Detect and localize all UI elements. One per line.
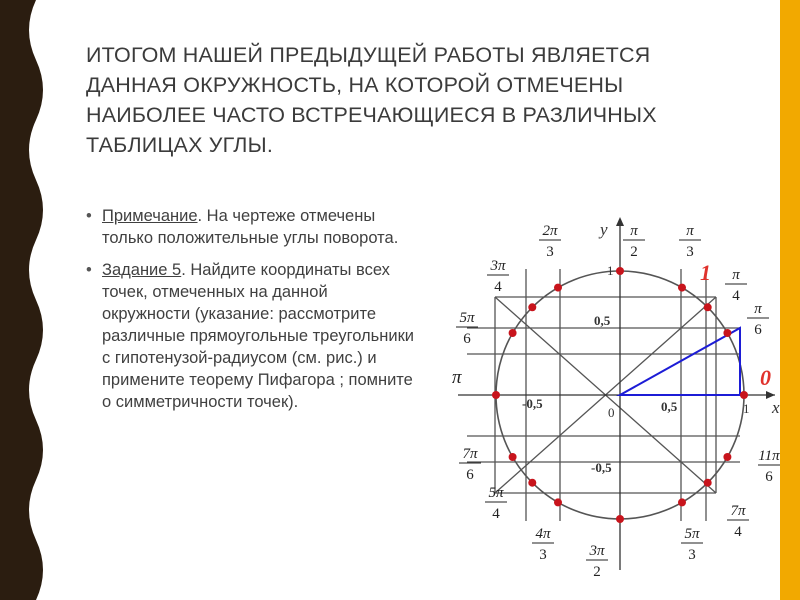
angle-denominator: 3	[686, 244, 694, 260]
angle-denominator: 4	[734, 524, 742, 540]
angle-label	[679, 223, 701, 260]
origin-label: 0	[608, 405, 615, 420]
angle-numerator: 4π	[535, 526, 551, 542]
circle-point	[723, 329, 731, 337]
angle-label	[485, 485, 507, 522]
slide-title: ИТОГОМ НАШЕЙ ПРЕДЫДУЩЕЙ РАБОТЫ ЯВЛЯЕТСЯ ДАННАЯ ОКРУЖНОСТЬ, НА КОТОРОЙ ОТМЕЧЕНЫ НАИБОЛЕЕ ЧАСТО ВСТРЕЧАЮЩИЕСЯ В РАЗЛИЧНЫХ ТАБЛИЦАХ УГЛЫ.	[86, 43, 657, 157]
angle-numerator: π	[630, 223, 638, 239]
angle-label	[725, 267, 747, 304]
angle-numerator: 2π	[542, 223, 558, 239]
circle-point	[509, 453, 517, 461]
angle-denominator: 4	[494, 279, 502, 295]
circle-point	[492, 391, 500, 399]
marker-one: 1	[700, 260, 711, 285]
angle-denominator: 6	[463, 331, 471, 347]
circle-point	[554, 284, 562, 292]
tick-y-half: 0,5	[594, 313, 611, 328]
angle-numerator: 3π	[490, 258, 506, 274]
angle-denominator: 4	[492, 506, 500, 522]
angle-denominator: 6	[466, 467, 474, 483]
angle-numerator: 5π	[459, 310, 475, 326]
task-text: . Найдите координаты всех точек, отмеченных на данной окружности (указание: рассмотрите различные прямоугольные треугольники с гипотенузой-радиусом (см. рис.) и примените теорему Пифагора ; помните о симметричности точек).	[102, 261, 415, 411]
angle-label	[586, 543, 608, 580]
angle-numerator: 11π	[758, 448, 780, 464]
angle-label	[487, 258, 509, 295]
note-label: Примечание	[102, 207, 198, 225]
angle-numerator: 5π	[684, 526, 700, 542]
angle-denominator: 3	[539, 547, 547, 563]
angle-denominator: 3	[688, 547, 696, 563]
angle-denominator: 6	[754, 322, 762, 338]
angle-label	[459, 446, 481, 483]
angle-label	[681, 526, 703, 563]
angle-denominator: 6	[765, 469, 773, 485]
note-text: . На чертеже отмечены только положительные углы поворота.	[102, 207, 399, 247]
circle-point	[704, 303, 712, 311]
circle-point	[616, 515, 624, 523]
tick-y-neg-half: -0,5	[591, 460, 612, 475]
angle-numerator: 3π	[589, 543, 605, 559]
angle-numerator: π	[686, 223, 694, 239]
circle-point	[678, 498, 686, 506]
tick-y-one: 1	[607, 263, 614, 278]
marker-zero: 0	[760, 365, 771, 390]
tick-x-neg-half: -0,5	[522, 396, 543, 411]
decorative-left-band	[0, 0, 46, 600]
bullet-list	[86, 205, 416, 423]
tick-x-half: 0,5	[661, 399, 678, 414]
bullet-dot: •	[86, 261, 92, 279]
angle-denominator: 4	[732, 288, 740, 304]
angle-numerator: π	[754, 301, 762, 317]
circle-point	[528, 303, 536, 311]
circle-point	[704, 479, 712, 487]
angle-numerator: 7π	[730, 503, 746, 519]
circle-point	[723, 453, 731, 461]
angle-label	[539, 223, 561, 260]
axis-x-label: x	[772, 398, 780, 417]
tick-x-one: 1	[743, 401, 750, 416]
bullet-note	[86, 205, 416, 249]
circle-point	[509, 329, 517, 337]
angle-denominator: 3	[546, 244, 554, 260]
angle-numerator: 5π	[488, 485, 504, 501]
axis-y-label: y	[600, 220, 608, 239]
angle-label-pi: π	[452, 367, 462, 388]
angle-denominator: 2	[630, 244, 638, 260]
circle-point	[528, 479, 536, 487]
reference-triangle	[620, 328, 740, 395]
unit-circle-diagram	[440, 205, 790, 585]
circle-point	[678, 284, 686, 292]
angle-label	[758, 448, 780, 485]
angle-label	[747, 301, 769, 338]
angle-label	[532, 526, 554, 563]
bullet-task	[86, 259, 416, 413]
circle-point	[616, 267, 624, 275]
circle-point	[554, 498, 562, 506]
angle-label	[623, 223, 645, 260]
angle-numerator: π	[732, 267, 740, 283]
bullet-dot: •	[86, 207, 92, 225]
task-label: Задание 5	[102, 261, 182, 279]
angle-numerator: 7π	[462, 446, 478, 462]
angle-label	[727, 503, 749, 540]
circle-point	[740, 391, 748, 399]
angle-denominator: 2	[593, 564, 601, 580]
